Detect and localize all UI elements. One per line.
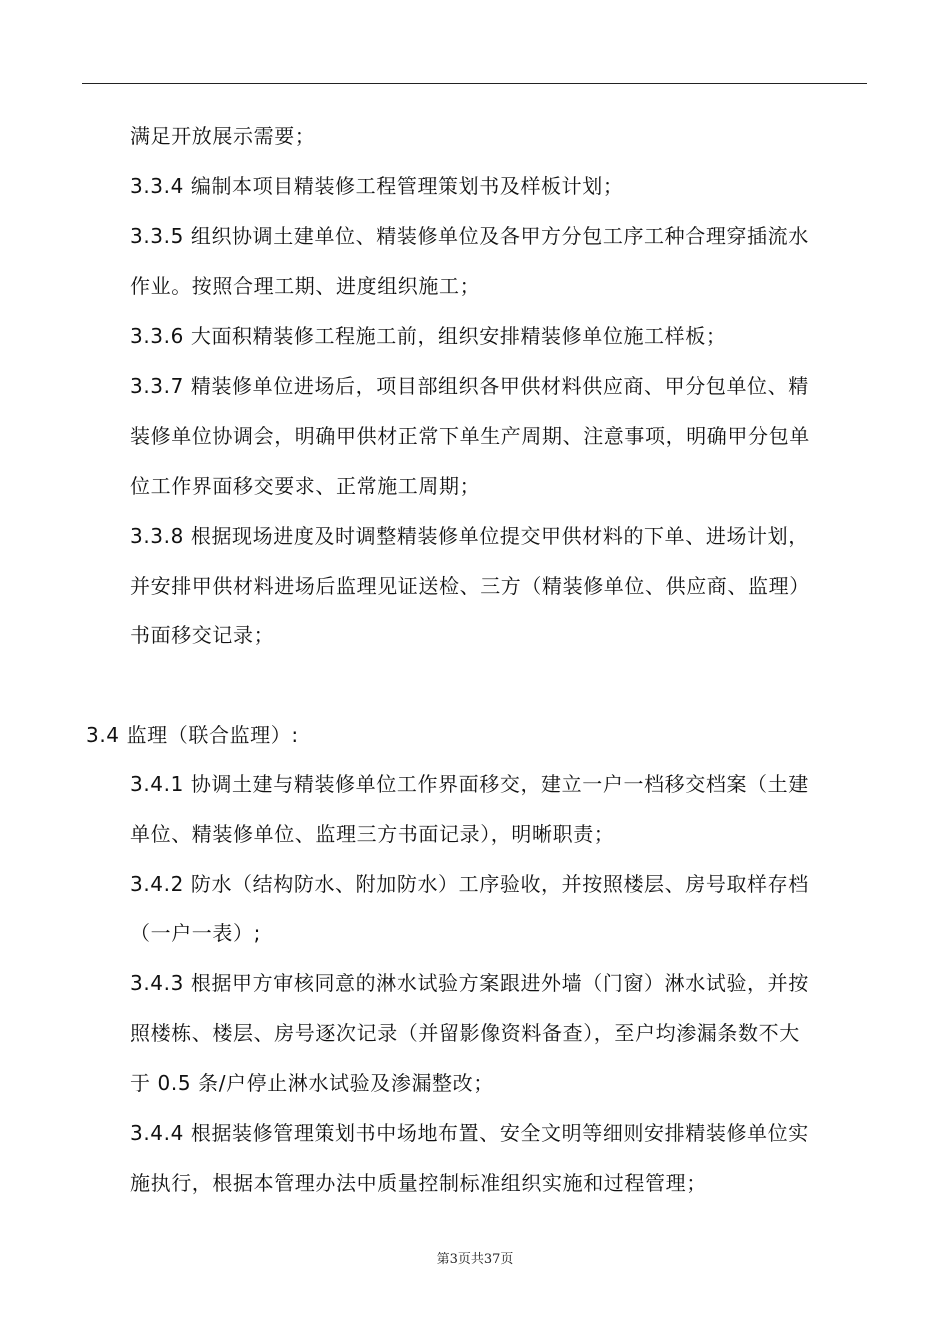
page-number-footer: 第3页共37页: [436, 1252, 514, 1267]
body-line: 3.4.4 根据装修管理策划书中场地布置、安全文明等细则安排精装修单位实: [130, 1121, 809, 1145]
body-line: 3.3.8 根据现场进度及时调整精装修单位提交甲供材料的下单、进场计划，: [130, 524, 809, 548]
section-heading: 3.4 监理（联合监理）:: [86, 723, 299, 747]
body-line: 位工作界面移交要求、正常施工周期；: [130, 474, 481, 498]
body-line: 3.4.2 防水（结构防水、附加防水）工序验收，并按照楼层、房号取样存档: [130, 872, 809, 896]
body-line: 3.3.7 精装修单位进场后，项目部组织各甲供材料供应商、甲分包单位、精: [130, 374, 809, 398]
body-line: 书面移交记录；: [130, 623, 275, 647]
body-line: 并安排甲供材料进场后监理见证送检、三方（精装修单位、供应商、监理）: [130, 574, 810, 598]
body-line: 单位、精装修单位、监理三方书面记录），明晰职责；: [130, 822, 615, 846]
body-line: 照楼栋、楼层、房号逐次记录（并留影像资料备查），至户均渗漏条数不大: [130, 1021, 800, 1045]
body-line: 3.3.6 大面积精装修工程施工前，组织安排精装修单位施工样板；: [130, 324, 727, 348]
body-line: 3.3.4 编制本项目精装修工程管理策划书及样板计划；: [130, 174, 624, 198]
body-line: 满足开放展示需要；: [130, 124, 316, 148]
body-line: 3.4.3 根据甲方审核同意的淋水试验方案跟进外墙（门窗）淋水试验，并按: [130, 971, 809, 995]
body-line: 3.4.1 协调土建与精装修单位工作界面移交，建立一户一档移交档案（土建: [130, 772, 809, 796]
body-line: （一户一表）;: [130, 921, 261, 945]
body-line: 3.3.5 组织协调土建单位、精装修单位及各甲方分包工序工种合理穿插流水: [130, 224, 809, 248]
body-line: 于 0.5 条/户停止淋水试验及渗漏整改；: [130, 1071, 494, 1095]
body-line: 作业。按照合理工期、进度组织施工；: [130, 274, 481, 298]
body-line: 装修单位协调会，明确甲供材正常下单生产周期、注意事项，明确甲分包单: [130, 424, 810, 448]
body-line: 施执行，根据本管理办法中质量控制标准组织实施和过程管理；: [130, 1171, 707, 1195]
header-rule: [82, 83, 867, 84]
